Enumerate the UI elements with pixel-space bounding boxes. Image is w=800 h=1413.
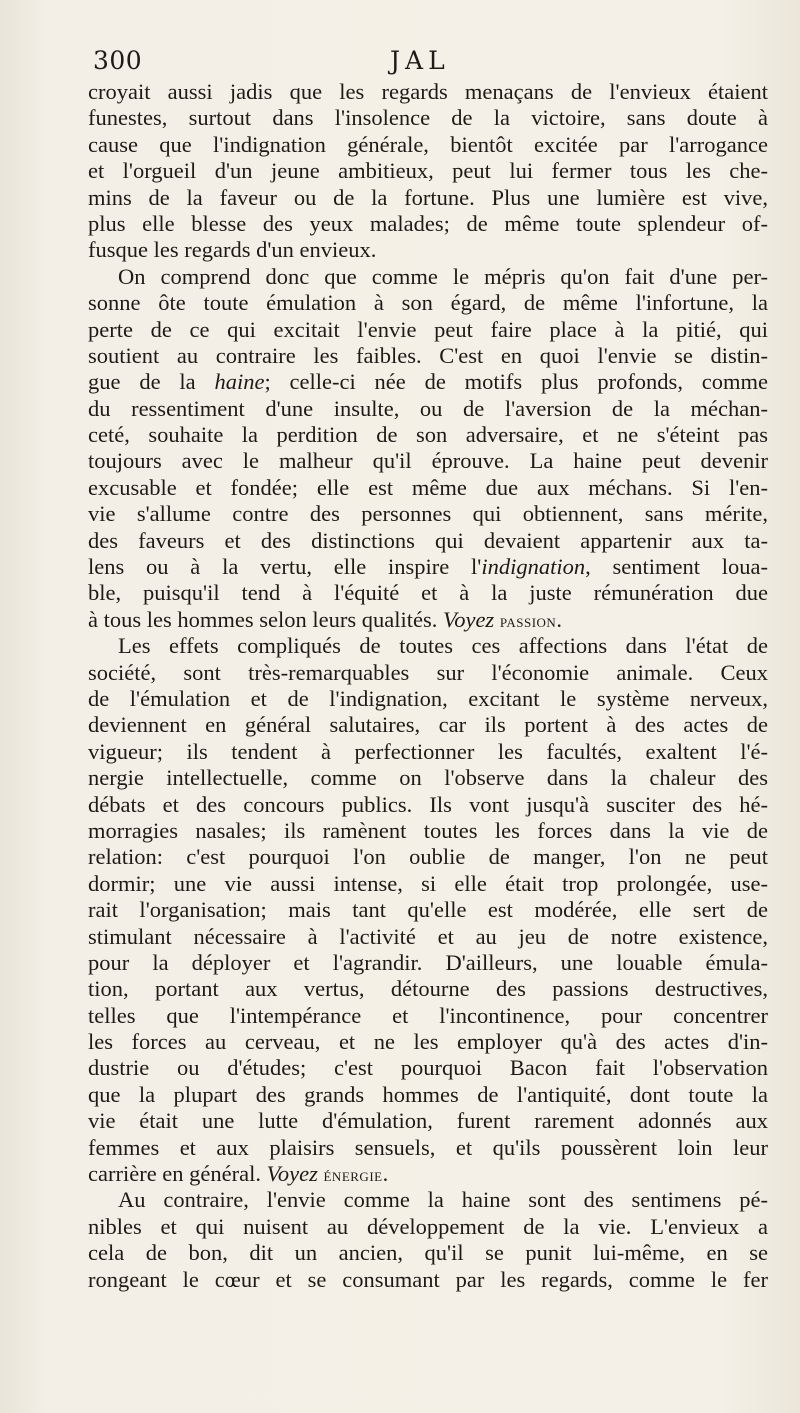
text-line: dormir; une vie aussi intense, si elle était trop prolongée, use- [88, 870, 768, 896]
text-line: pour la déployer et l'agrandir. D'ailleurs, une louable émula- [88, 949, 768, 975]
text-line: plus elle blesse des yeux malades; de même toute splendeur of- [88, 210, 768, 236]
text-line: soutient au contraire les faibles. C'est en quoi l'envie se distin- [88, 342, 768, 368]
text-line: fusque les regards d'un envieux. [88, 237, 377, 263]
running-head [90, 46, 760, 80]
text-line: mins de la faveur ou de la fortune. Plus une lumière est vive, [88, 184, 768, 210]
text-line: débats et des concours publics. Ils vont jusqu'à susciter des hé- [88, 791, 768, 817]
text-line: et l'orgueil d'un jeune ambitieux, peut lui fermer tous les che- [88, 158, 768, 184]
text-line: rait l'organisation; mais tant qu'elle est modérée, elle sert de [88, 897, 768, 923]
text-line: carrière en général. Voyez énergie. [88, 1161, 389, 1187]
text-line: société, sont très-remarquables sur l'économie animale. Ceux [88, 659, 768, 685]
text-line: que la plupart des grands hommes de l'antiquité, dont toute la [88, 1081, 768, 1107]
text-line: dustrie ou d'études; c'est pourquoi Bacon fait l'observation [88, 1055, 768, 1081]
text-line: relation: c'est pourquoi l'on oublie de manger, l'on ne peut [88, 844, 768, 870]
italic-term: indignation [481, 554, 586, 580]
text-line: nibles et qui nuisent au développement de la vie. L'envieux a [88, 1213, 768, 1239]
text-line: Au contraire, l'envie comme la haine sont des sentimens pé- [118, 1187, 768, 1213]
text-line: croyait aussi jadis que les regards menaçans de l'envieux étaient [88, 79, 768, 104]
text-line: nergie intellectuelle, comme on l'observe dans la chaleur des [88, 765, 768, 791]
text-line: deviennent en général salutaires, car ils portent à des actes de [88, 712, 768, 738]
cross-reference-target: passion [499, 610, 557, 631]
text-line: de l'émulation et de l'indignation, excitant le système nerveux, [88, 685, 768, 711]
cross-reference-label: Voyez [266, 1161, 318, 1187]
text-line: funestes, surtout dans l'insolence de la victoire, sans doute à [88, 105, 768, 131]
text-line: des faveurs et des distinctions qui devaient appartenir aux ta- [88, 527, 768, 553]
text-line: telles que l'intempérance et l'incontinence, pour concentrer [88, 1002, 768, 1028]
text-line: cela de bon, dit un ancien, qu'il se punit lui-même, en se [88, 1240, 768, 1266]
text-line: à tous les hommes selon leurs qualités. Voyez passion. [88, 606, 562, 632]
text-line: ceté, souhaite la perdition de son adversaire, et ne s'éteint pas [88, 422, 768, 448]
text-line: les forces au cerveau, et ne les employer qu'à des actes d'in- [88, 1029, 768, 1055]
body-text [88, 79, 768, 1293]
text-line: On comprend donc que comme le mépris qu'on fait d'une per- [118, 263, 768, 289]
paragraph [88, 79, 768, 264]
text-line: rongeant le cœur et se consumant par les regards, comme le fer [88, 1266, 768, 1292]
paragraph [88, 1187, 768, 1293]
text-line: lens ou à la vertu, elle inspire l'indignation, sentiment loua- [88, 554, 768, 580]
cross-reference-label: Voyez [442, 606, 495, 632]
text-line: femmes et aux plaisirs sensuels, et qu'ils poussèrent loin leur [88, 1134, 768, 1160]
page-number: 300 [93, 46, 143, 75]
text-line: sonne ôte toute émulation à son égard, de même l'infortune, la [88, 290, 768, 316]
text-line: du ressentiment d'une insulte, ou de l'aversion de la méchan- [88, 395, 768, 421]
text-line: perte de ce qui excitait l'envie peut faire place à la pitié, qui [88, 316, 768, 342]
paragraph [88, 633, 768, 1187]
paragraph [88, 264, 768, 633]
running-title: JAL [390, 46, 450, 75]
text-line: vigueur; ils tendent à perfectionner les facultés, exaltent l'é- [88, 738, 768, 764]
text-line: stimulant nécessaire à l'activité et au jeu de notre existence, [88, 923, 768, 949]
text-line: morragies nasales; ils ramènent toutes les forces dans la vie de [88, 817, 768, 843]
text-line: Les effets compliqués de toutes ces affections dans l'état de [118, 633, 768, 659]
text-line: toujours avec le malheur qu'il éprouve. La haine peut devenir [88, 448, 768, 474]
text-line: gue de la haine; celle-ci née de motifs plus profonds, comme [88, 369, 768, 395]
text-line: cause que l'indignation générale, bientôt excitée par l'arrogance [88, 131, 768, 157]
italic-term: haine [214, 369, 265, 395]
text-line: excusable et fondée; elle est même due aux méchans. Si l'en- [88, 474, 768, 500]
text-line: vie était une lutte d'émulation, furent rarement adonnés aux [88, 1108, 768, 1134]
text-line: ble, puisqu'il tend à l'équité et à la juste rémunération due [88, 580, 768, 606]
cross-reference-target: énergie [323, 1165, 383, 1186]
text-line: tion, portant aux vertus, détourne des passions destructives, [88, 976, 768, 1002]
text-line: vie s'allume contre des personnes qui obtiennent, sans mérite, [88, 501, 768, 527]
